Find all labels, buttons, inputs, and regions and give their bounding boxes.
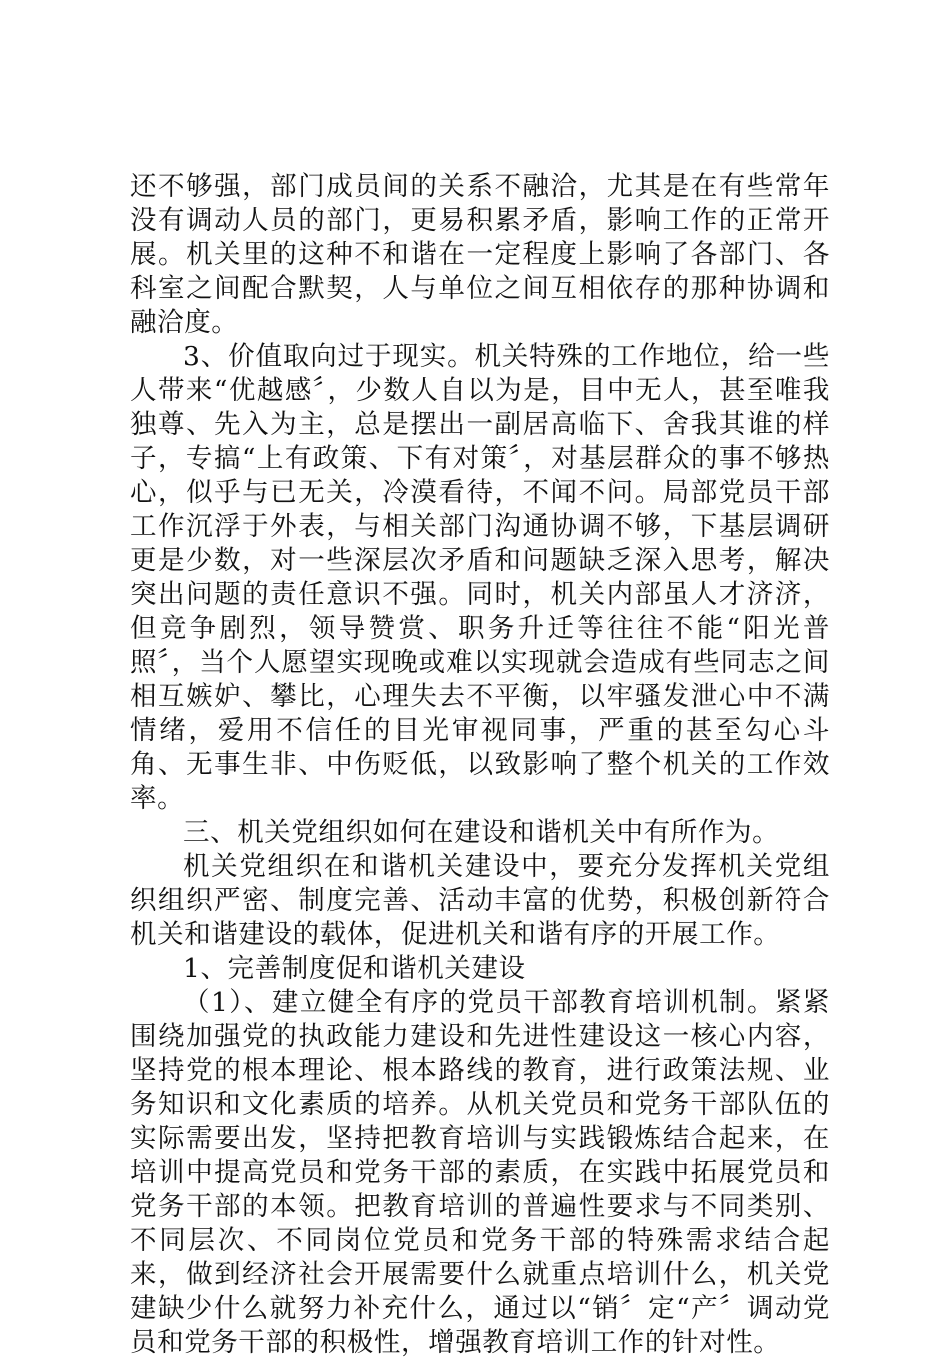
paragraph-value-orientation: 3、价值取向过于现实。机关特殊的工作地位，给一些人带来“优越感〞，少数人自以为是，目中无人，甚至唯我独尊、先入为主，总是摆出一副居高临下、舍我其谁的样子，专搞“上有政策、下有对策〞，对基层群众的事不够热心，似乎与已无关，冷漠看待，不闻不问。局部党员干部工作沉浮于外表，与相关部门沟通协调不够，下基层调研更是少数，对一些深层次矛盾和问题缺乏深入思考，解决突出问题的责任意识不强。同时，机关内部虽人才济济，但竞争剧烈，领导赞赏、职务升迁等往往不能“阳光普照〞，当个人愿望实现晚或难以实现就会造成有些同志之间相互嫉妒、攀比，心理失去不平衡，以牢骚发泄心中不满情绪，爱用不信任的目光审视同事，严重的甚至勾心斗角、无事生非、中伤贬低，以致影响了整个机关的工作效率。 — [130, 341, 830, 814]
paragraph-party-organization: 机关党组织在和谐机关建设中，要充分发挥机关党组织组织严密、制度完善、活动丰富的优势，积极创新符合机关和谐建设的载体，促进机关和谐有序的开展工作。 — [130, 851, 830, 950]
document-body — [130, 170, 830, 1360]
subheading-improve-system: 1、完善制度促和谐机关建设 — [183, 953, 526, 984]
paragraph-training-mechanism: （1）、建立健全有序的党员干部教育培训机制。紧紧围绕加强党的执政能力建设和先进性建设这一核心内容，坚持党的根本理论、根本路线的教育，进行政策法规、业务知识和文化素质的培养。从机关党员和党务干部队伍的实际需要出发，坚持把教育培训与实践锻炼结合起来，在培训中提高党员和党务干部的素质，在实践中拓展党员和党务干部的本领。把教育培训的普遍性要求与不同类别、不同层次、不同岗位党员和党务干部的特殊需求结合起来，做到经济社会开展需要什么就重点培训什么，机关党建缺少什么就努力补充什么，通过以“销〞定“产〞调动党员和党务干部的积极性，增强教育培训工作的针对性。 — [130, 987, 830, 1358]
section-heading-three: 三、机关党组织如何在建设和谐机关中有所作为。 — [183, 817, 780, 848]
paragraph-continuation: 还不够强，部门成员间的关系不融洽，尤其是在有些常年没有调动人员的部门，更易积累矛盾，影响工作的正常开展。机关里的这种不和谐在一定程度上影响了各部门、各科室之间配合默契，人与单位之间互相依存的那种协调和融洽度。 — [130, 171, 830, 338]
